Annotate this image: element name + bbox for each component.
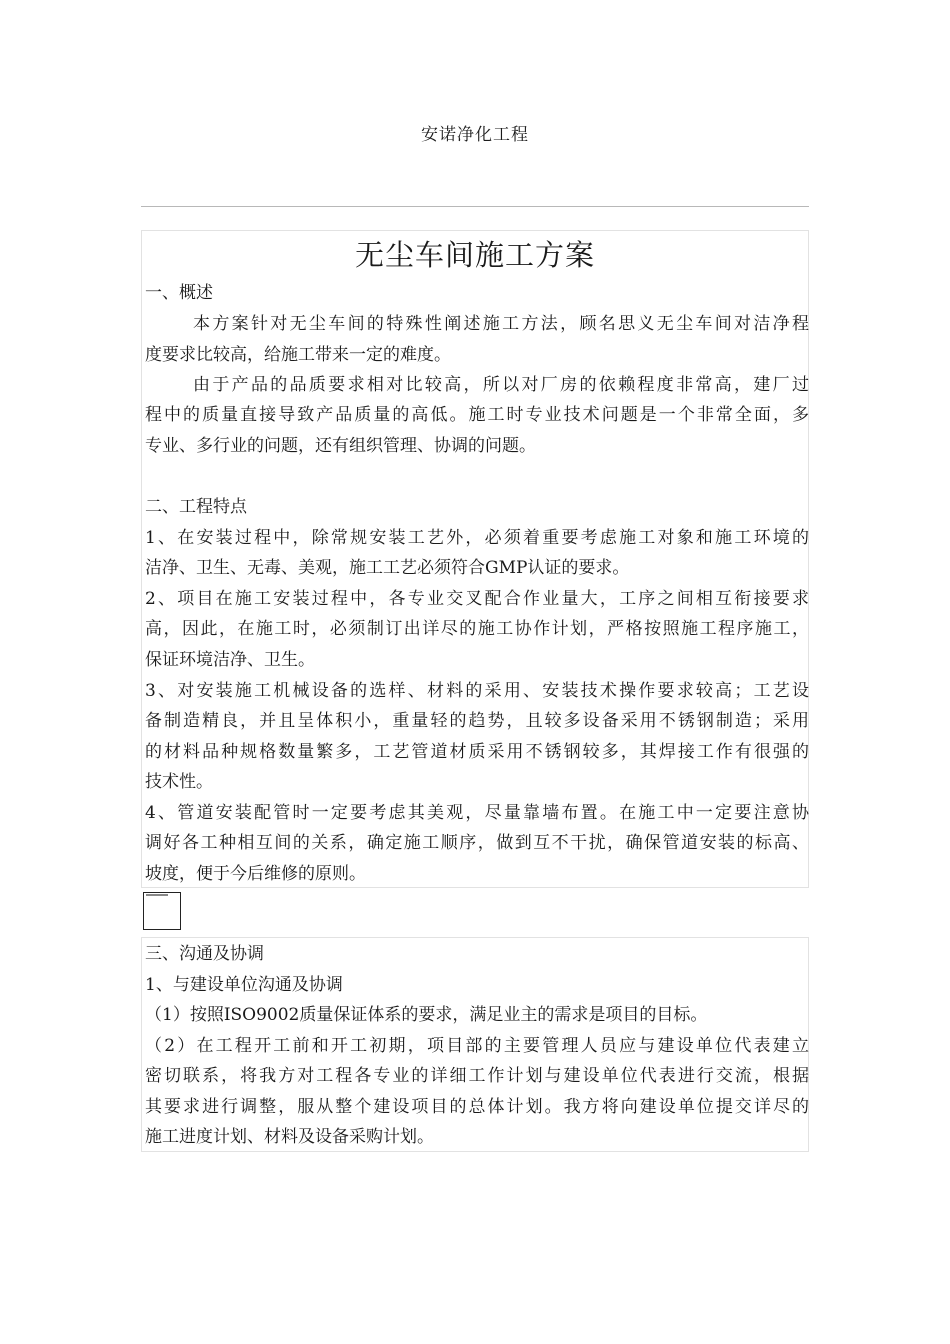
feature-3-line-2: 备制造精良，并且呈体积小，重量轻的趋势，且较多设备采用不锈钢制造；采用 [145, 711, 809, 731]
overview-paragraph-1-line-2: 度要求比较高，给施工带来一定的难度。 [145, 345, 451, 365]
feature-4-line-1: 4、管道安装配管时一定要考虑其美观，尽量靠墙布置。在施工中一定要注意协 [145, 803, 809, 823]
feature-2-line-2: 高，因此，在施工时，必须制订出详尽的施工协作计划，严格按照施工程序施工， [145, 619, 809, 639]
section-heading-features: 二、工程特点 [145, 497, 247, 517]
overview-paragraph-1-line-1: 本方案针对无尘车间的特殊性阐述施工方法，顾名思义无尘车间对洁净程 [193, 314, 809, 334]
content-frame-1 [141, 230, 809, 888]
section-heading-overview: 一、概述 [145, 283, 213, 303]
feature-3-line-1: 3、对安装施工机械设备的选样、材料的采用、安装技术操作要求较高；工艺设 [145, 681, 809, 701]
company-header: 安诺净化工程 [421, 125, 529, 145]
communication-item-2-line-4: 施工进度计划、材料及设备采购计划。 [145, 1127, 434, 1147]
feature-2-line-3: 保证环境洁净、卫生。 [145, 650, 315, 670]
overview-paragraph-2-line-1: 由于产品的品质要求相对比较高，所以对厂房的依赖程度非常高，建厂过 [193, 375, 809, 395]
communication-item-2-line-3: 其要求进行调整，服从整个建设项目的总体计划。我方将向建设单位提交详尽的 [145, 1097, 809, 1117]
overview-paragraph-2-line-2: 程中的质量直接导致产品质量的高低。施工时专业技术问题是一个非常全面，多 [145, 405, 809, 425]
placeholder-image-box [143, 892, 181, 930]
feature-3-line-3: 的材料品种规格数量繁多，工艺管道材质采用不锈钢较多，其焊接工作有很强的 [145, 742, 809, 762]
communication-item-2-line-1: （2）在工程开工前和开工初期，项目部的主要管理人员应与建设单位代表建立 [145, 1036, 809, 1056]
header-divider [141, 206, 809, 207]
content-frame-2 [141, 937, 809, 1152]
communication-subheading: 1、与建设单位沟通及协调 [145, 975, 343, 995]
placeholder-image-caption [146, 894, 168, 896]
feature-4-line-3: 坡度，便于今后维修的原则。 [145, 864, 366, 884]
feature-3-line-4: 技术性。 [145, 772, 213, 792]
feature-1-line-2: 洁净、卫生、无毒、美观，施工工艺必须符合GMP认证的要求。 [145, 558, 630, 578]
overview-paragraph-2-line-3: 专业、多行业的问题，还有组织管理、协调的问题。 [145, 436, 536, 456]
document-title: 无尘车间施工方案 [354, 238, 595, 272]
feature-2-line-1: 2、项目在施工安装过程中，各专业交叉配合作业量大，工序之间相互衔接要求 [145, 589, 809, 609]
feature-1-line-1: 1、在安装过程中，除常规安装工艺外，必须着重要考虑施工对象和施工环境的 [145, 528, 809, 548]
communication-item-1: （1）按照ISO9002质量保证体系的要求，满足业主的需求是项目的目标。 [145, 1005, 708, 1025]
feature-4-line-2: 调好各工种相互间的关系，确定施工顺序，做到互不干扰，确保管道安装的标高、 [145, 833, 809, 853]
communication-item-2-line-2: 密切联系，将我方对工程各专业的详细工作计划与建设单位代表进行交流，根据 [145, 1066, 809, 1086]
section-heading-communication: 三、沟通及协调 [145, 944, 264, 964]
